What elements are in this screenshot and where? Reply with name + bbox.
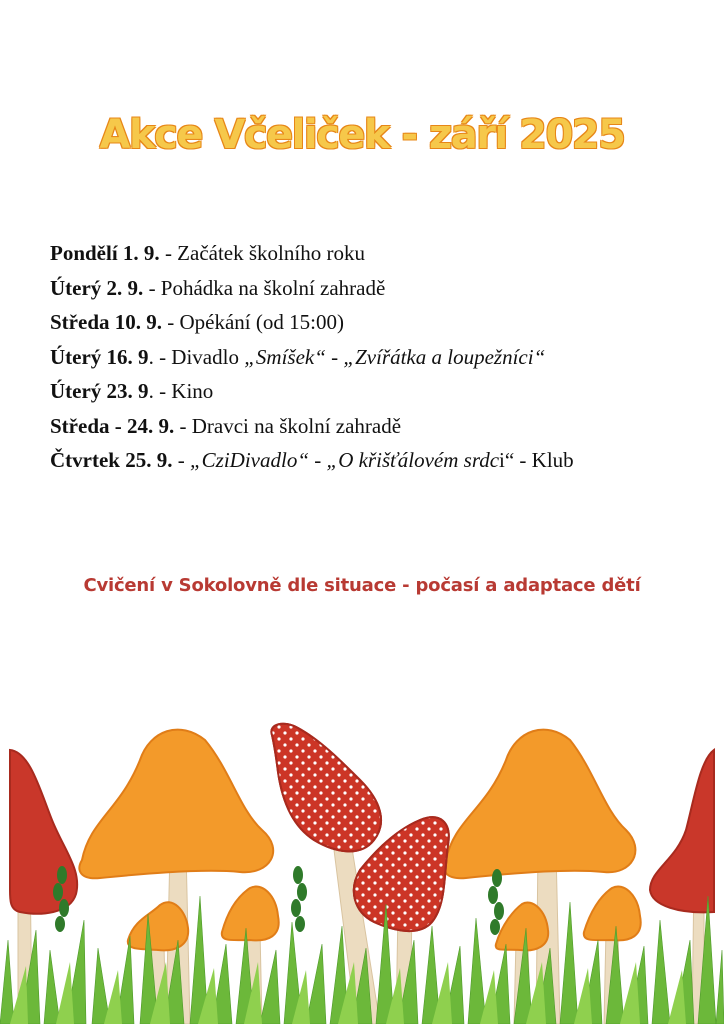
event-text: - xyxy=(325,344,344,369)
event-item xyxy=(50,443,710,478)
page-title: Akce Včeliček - září 2025 xyxy=(99,112,625,158)
event-text: i“ - Klub xyxy=(499,448,574,472)
event-date: Čtvrtek 25. 9. xyxy=(50,448,173,472)
event-item xyxy=(50,409,710,444)
event-item xyxy=(50,305,710,340)
event-text: - xyxy=(172,448,190,472)
event-text: . - Kino xyxy=(148,379,214,403)
event-text: - Dravci na školní zahradě xyxy=(174,413,402,438)
event-title-italic: „O křišťálovém srdc xyxy=(326,448,500,472)
event-text: - Opékání (od 15:00) xyxy=(162,310,344,334)
event-date: Středa - 24. 9. xyxy=(50,413,175,438)
event-title-italic: „Zvířátka a loupežníci“ xyxy=(343,344,546,369)
event-date: Úterý 23. 9 xyxy=(50,379,149,403)
event-title-italic: „Smíšek“ xyxy=(244,344,326,369)
event-item xyxy=(50,271,710,306)
event-date: Úterý 16. 9 xyxy=(50,344,149,369)
event-date: Pondělí 1. 9. xyxy=(50,241,160,265)
event-item xyxy=(50,236,710,271)
grass-blades-light xyxy=(10,962,686,1024)
event-title-italic: „CziDivadlo“ xyxy=(189,448,310,472)
event-date: Středa 10. 9. xyxy=(50,310,162,334)
event-item xyxy=(50,340,710,375)
event-text: - xyxy=(309,448,327,472)
exercise-note: Cvičení v Sokolovně dle situace - počasí a adaptace dětí xyxy=(83,575,641,596)
event-text: . - Divadlo xyxy=(148,344,245,369)
mushroom-grass-border-illustration xyxy=(0,700,724,1024)
event-text: - Pohádka na školní zahradě xyxy=(143,275,386,300)
event-date: Úterý 2. 9. xyxy=(50,275,144,300)
event-list xyxy=(50,236,710,478)
event-text: - Začátek školního roku xyxy=(159,241,365,265)
event-item xyxy=(50,374,710,409)
